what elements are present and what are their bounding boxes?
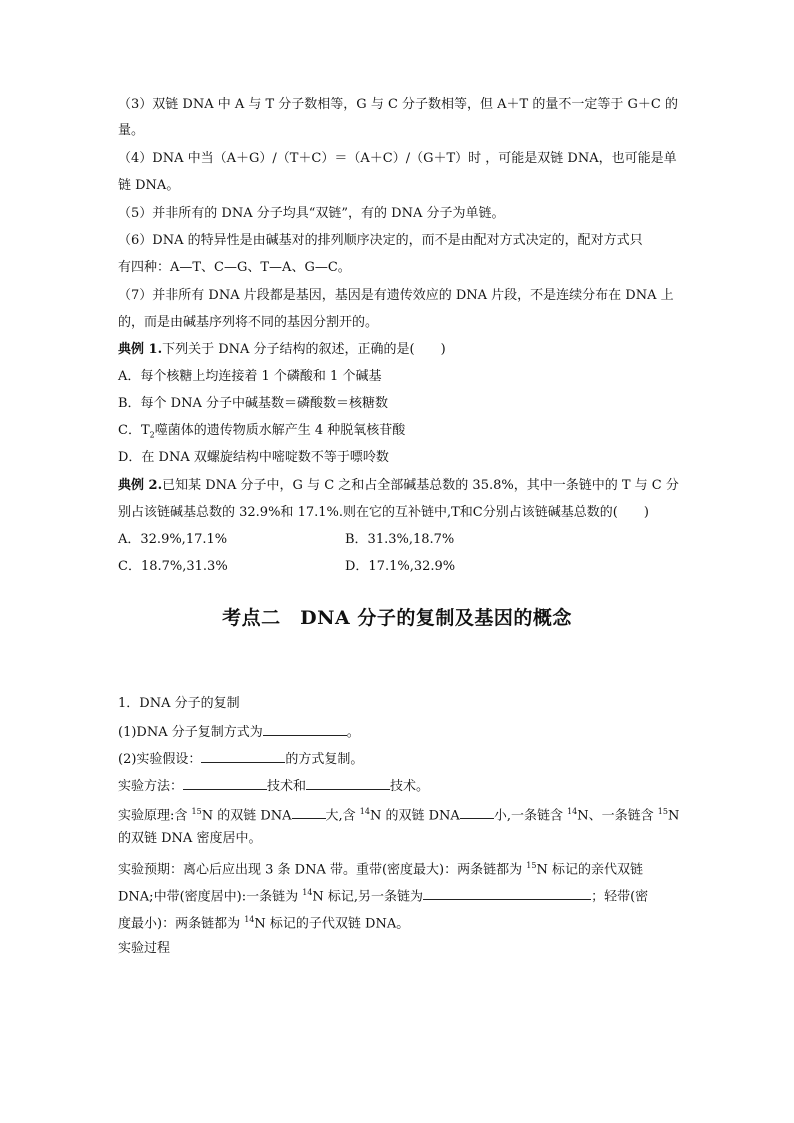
point-4-line-1: （4）DNA 中当（A＋G）/（T＋C）＝（A＋C）/（G＋T）时 ，可能是双链 DNA，也可能是单 bbox=[118, 151, 677, 166]
point-6-line-2: 有四种：A—T、C—G、T—A、G—C。 bbox=[118, 260, 351, 275]
example-2-option-c: C．18.7%,31.3% bbox=[118, 559, 228, 574]
section-heading: 考点二 DNA 分子的复制及基因的概念 bbox=[222, 607, 572, 629]
example-1-text: 下列关于 DNA 分子结构的叙述，正确的是( ) bbox=[162, 342, 446, 357]
example-2-question-line-1: 典例 2.已知某 DNA 分子中，G 与 C 之和占全部碱基总数的 35.8%，其中一条链中的 T 与 C 分 bbox=[118, 478, 679, 493]
example-2-question-line-2: 别占该链碱基总数的 32.9%和 17.1%.则在它的互补链中,T和C分别占该链碱基总数的( ) bbox=[118, 505, 649, 520]
fill-blank[interactable] bbox=[306, 776, 390, 790]
example-2-option-a: A．32.9%,17.1% bbox=[118, 532, 228, 547]
example-1-option-a: A．每个核糖上均连接着 1 个磷酸和 1 个碱基 bbox=[118, 369, 382, 384]
point-3-line-1: （3）双链 DNA 中 A 与 T 分子数相等，G 与 C 分子数相等，但 A＋T 的量不一定等于 G＋C 的 bbox=[118, 97, 678, 112]
example-1-option-b: B．每个 DNA 分子中碱基数＝磷酸数＝核糖数 bbox=[118, 396, 389, 411]
example-1-label: 典例 1. bbox=[118, 342, 163, 357]
subscript-2: 2 bbox=[149, 430, 155, 440]
example-1-option-c: C．$T_2$噬菌体的遗传物质水解产生 4 种脱氧核苷酸 bbox=[118, 423, 406, 440]
fill-blank[interactable] bbox=[460, 805, 494, 819]
point-7-line-1: （7）并非所有 DNA 片段都是基因，基因是有遗传效应的 DNA 片段，不是连续分布在 DNA 上 bbox=[118, 288, 674, 303]
example-2-option-b: B．31.3%,18.7% bbox=[345, 532, 455, 547]
replication-prediction-line-1: 实验预期：离心后应出现 3 条 DNA 带。重带(密度最大)：两条链都为 $^{15}$N 标记的亲代双链 bbox=[118, 861, 643, 878]
point-3-line-2: 量。 bbox=[118, 123, 145, 138]
example-2-option-d: D．17.1%,32.9% bbox=[345, 559, 456, 574]
replication-item-1: 1．DNA 分子的复制 bbox=[118, 696, 240, 711]
replication-prediction-line-3: 度最小)：两条链都为 $^{14}$N 标记的子代双链 DNA。 bbox=[118, 915, 410, 932]
replication-mode: (1)DNA 分子复制方式为 。 bbox=[118, 722, 360, 742]
fill-blank[interactable] bbox=[201, 749, 285, 763]
point-4-line-2: 链 DNA。 bbox=[118, 178, 180, 193]
example-1-option-d: D．在 DNA 双螺旋结构中嘧啶数不等于嘌呤数 bbox=[118, 450, 389, 465]
replication-prediction-line-2: DNA;中带(密度居中):一条链为 $^{14}$N 标记,另一条链为 ；轻带(密 bbox=[118, 888, 649, 905]
replication-hypothesis: (2)实验假设： 的方式复制。 bbox=[118, 749, 363, 769]
replication-method: 实验方法： 技术和 技术。 bbox=[118, 776, 429, 796]
replication-principle-line-2: 的双链 DNA 密度居中。 bbox=[118, 831, 262, 846]
replication-principle-line-1: 实验原理:含 $^{15}$N 的双链 DNA 大,含 $^{14}$N 的双链 DNA 小,一条链含 $^{14}$N、一条链含 $^{15}$N bbox=[118, 807, 680, 824]
replication-process-label: 实验过程 bbox=[118, 941, 171, 956]
point-7-line-2: 的，而是由碱基序列将不同的基因分割开的。 bbox=[118, 315, 379, 330]
point-5: （5）并非所有的 DNA 分子均具“双链”，有的 DNA 分子为单链。 bbox=[118, 206, 505, 221]
example-1-question bbox=[118, 341, 446, 359]
fill-blank[interactable] bbox=[263, 722, 347, 736]
example-2-label: 典例 2. bbox=[118, 478, 163, 493]
fill-blank[interactable] bbox=[183, 776, 267, 790]
fill-blank[interactable] bbox=[292, 805, 326, 819]
fill-blank[interactable] bbox=[423, 886, 591, 900]
point-6-line-1: （6）DNA 的特异性是由碱基对的排列顺序决定的，而不是由配对方式决定的，配对方式只 bbox=[118, 233, 643, 248]
